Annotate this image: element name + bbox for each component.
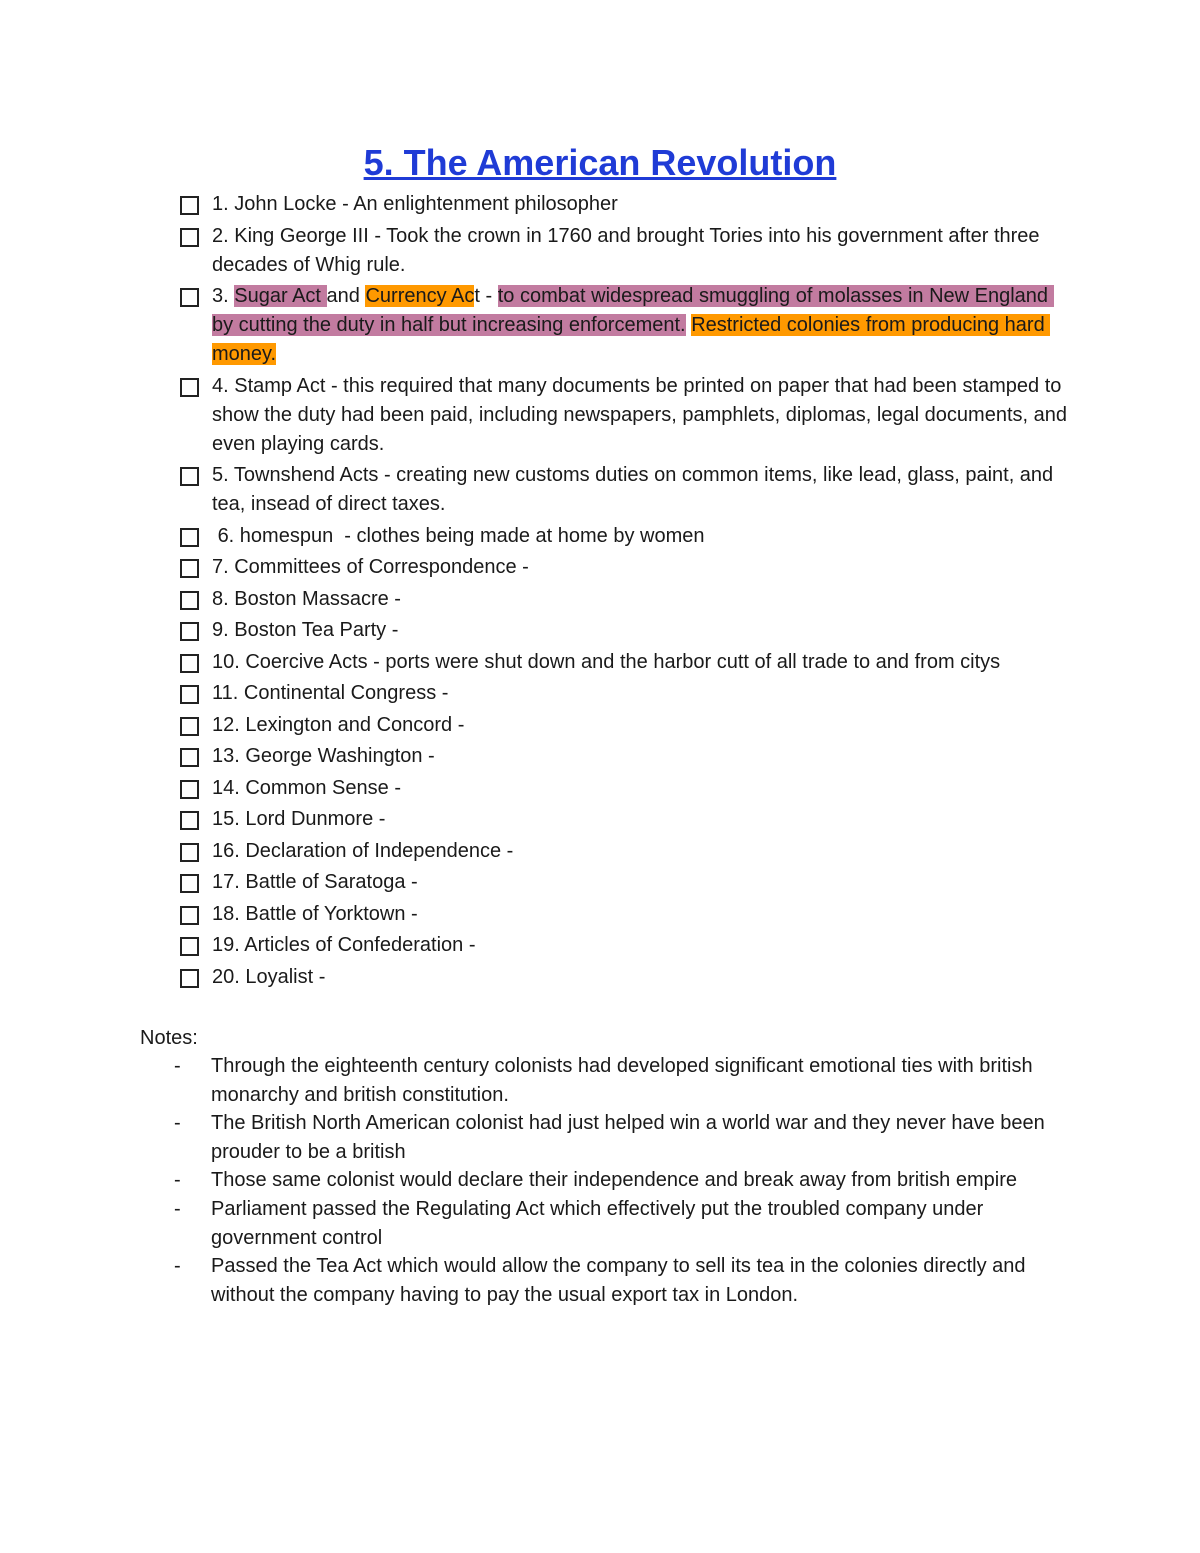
checklist-item bbox=[180, 931, 1070, 960]
checkbox-icon[interactable] bbox=[180, 874, 199, 893]
notes-label: Notes: bbox=[140, 1027, 198, 1049]
checklist-item bbox=[180, 774, 1070, 803]
checkbox-icon[interactable] bbox=[180, 228, 199, 247]
checklist bbox=[180, 190, 1073, 994]
dash-bullet: - bbox=[174, 1169, 181, 1192]
checkbox-icon[interactable] bbox=[180, 906, 199, 925]
highlighted-text: Sugar Act bbox=[234, 285, 327, 307]
checklist-item bbox=[180, 553, 1070, 582]
checklist-item bbox=[180, 742, 1070, 771]
checkbox-icon[interactable] bbox=[180, 654, 199, 673]
checklist-item bbox=[180, 222, 1070, 280]
item-text: t - bbox=[474, 285, 498, 307]
note-item bbox=[174, 1195, 1074, 1252]
dash-bullet: - bbox=[174, 1055, 181, 1077]
checklist-item bbox=[180, 522, 1070, 551]
item-text: 20. Loyalist - bbox=[212, 965, 326, 988]
note-text: Passed the Tea Act which would allow the company to sell its tea in the colonies directly and without the company having to pay the usual export tax in London. bbox=[211, 1255, 1026, 1306]
note-item bbox=[174, 1252, 1074, 1309]
note-text: Through the eighteenth century colonists had developed significant emotional ties with british monarchy and british constitution. bbox=[211, 1055, 1033, 1106]
checkbox-icon[interactable] bbox=[180, 196, 199, 215]
item-text: 11. Continental Congress - bbox=[212, 682, 449, 704]
item-text: 4. Stamp Act - this required that many documents be printed on paper that had been stamped to show the duty had been paid, including newspapers, pamphlets, diplomas, legal documents, and even playing cards. bbox=[212, 374, 1073, 455]
checkbox-icon[interactable] bbox=[180, 811, 199, 830]
item-text: 16. Declaration of Independence - bbox=[212, 839, 514, 862]
checklist-item bbox=[180, 963, 1070, 992]
notes-list bbox=[174, 1052, 1074, 1309]
checkbox-icon[interactable] bbox=[180, 288, 199, 307]
item-text: 17. Battle of Saratoga - bbox=[212, 871, 418, 893]
checkbox-icon[interactable] bbox=[180, 780, 199, 799]
item-text: 14. Common Sense - bbox=[212, 776, 401, 799]
item-text: 8. Boston Massacre - bbox=[212, 587, 401, 610]
checkbox-icon[interactable] bbox=[180, 969, 199, 988]
checkbox-icon[interactable] bbox=[180, 591, 199, 610]
checkbox-icon[interactable] bbox=[180, 559, 199, 578]
highlighted-text: to combat widespread smuggling of molasses in New England by cutting the duty in half but increasing enforcement. bbox=[212, 285, 1054, 336]
checkbox-icon[interactable] bbox=[180, 378, 199, 397]
item-text: 3. bbox=[212, 285, 235, 307]
item-text: 12. Lexington and Concord - bbox=[212, 713, 465, 736]
dash-bullet: - bbox=[174, 1112, 181, 1135]
item-text: 18. Battle of Yorktown - bbox=[212, 902, 418, 925]
checkbox-icon[interactable] bbox=[180, 843, 199, 862]
note-text: Those same colonist would declare their independence and break away from british empire bbox=[211, 1169, 1017, 1192]
item-text: 1. John Locke - An enlightenment philosopher bbox=[212, 193, 618, 215]
checkbox-icon[interactable] bbox=[180, 717, 199, 736]
note-item bbox=[174, 1166, 1074, 1195]
item-text: 7. Committees of Correspondence - bbox=[212, 556, 529, 578]
highlighted-text: Restricted colonies from producing hard money. bbox=[212, 314, 1051, 365]
checkbox-icon[interactable] bbox=[180, 748, 199, 767]
highlighted-text: Currency Ac bbox=[365, 285, 475, 307]
checklist-item bbox=[180, 805, 1070, 834]
checklist-item bbox=[180, 679, 1070, 708]
checklist-item bbox=[180, 837, 1070, 866]
checklist-item bbox=[180, 616, 1070, 645]
item-text: 2. King George III - Took the crown in 1760 and brought Tories into his government after three decades of Whig rule. bbox=[212, 224, 1046, 276]
item-text: 5. Townshend Acts - creating new customs duties on common items, like lead, glass, paint, and tea, insead of direct taxes. bbox=[212, 464, 1059, 515]
page-title: 5. The American Revolution bbox=[363, 142, 837, 183]
note-item bbox=[174, 1052, 1074, 1109]
item-text: 6. homespun - clothes being made at home by women bbox=[212, 524, 705, 547]
checkbox-icon[interactable] bbox=[180, 528, 199, 547]
checklist-item bbox=[180, 190, 1070, 219]
item-text: 9. Boston Tea Party - bbox=[212, 619, 399, 641]
checkbox-icon[interactable] bbox=[180, 937, 199, 956]
checkbox-icon[interactable] bbox=[180, 685, 199, 704]
note-text: The British North American colonist had just helped win a world war and they never have been prouder to be a british bbox=[211, 1112, 1045, 1163]
checklist-item bbox=[180, 372, 1073, 459]
checklist-item bbox=[180, 585, 1070, 614]
item-text: 10. Coercive Acts - ports were shut down and the harbor cutt of all trade to and from citys bbox=[212, 650, 1001, 673]
checklist-item bbox=[180, 648, 1070, 677]
checklist-item bbox=[180, 868, 1070, 897]
checklist-item bbox=[180, 711, 1070, 740]
checkbox-icon[interactable] bbox=[180, 622, 199, 641]
checklist-item bbox=[180, 282, 1070, 369]
dash-bullet: - bbox=[174, 1197, 181, 1220]
checklist-item bbox=[180, 461, 1070, 519]
item-text: 15. Lord Dunmore - bbox=[212, 808, 386, 830]
item-text: and bbox=[326, 285, 366, 307]
note-text: Parliament passed the Regulating Act which effectively put the troubled company under government control bbox=[211, 1197, 984, 1249]
checkbox-icon[interactable] bbox=[180, 467, 199, 486]
checklist-item bbox=[180, 900, 1070, 929]
item-text: 19. Articles of Confederation - bbox=[212, 934, 476, 956]
dash-bullet: - bbox=[174, 1255, 181, 1278]
note-item bbox=[174, 1109, 1074, 1166]
item-text: 13. George Washington - bbox=[212, 745, 435, 767]
